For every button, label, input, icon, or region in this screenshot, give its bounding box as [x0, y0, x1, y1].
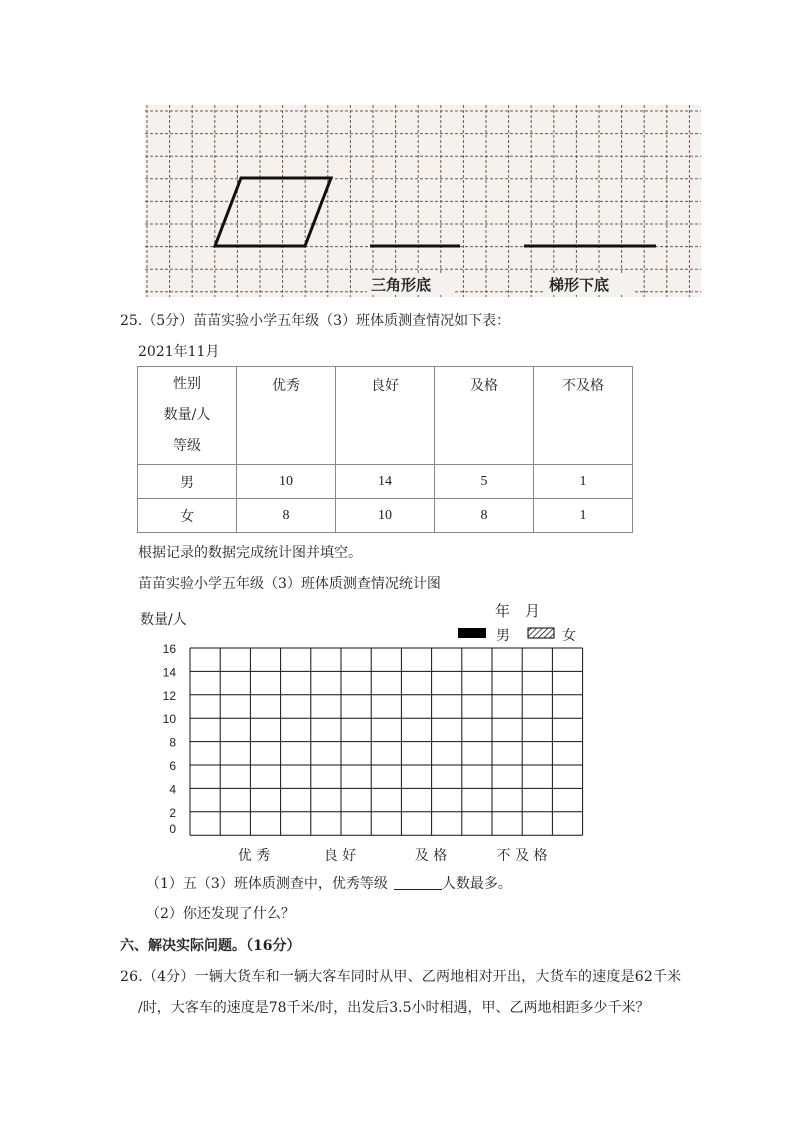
cell-value: 8: [237, 499, 336, 533]
header-line: 等级: [173, 438, 201, 454]
table-date: 2021年11月: [138, 344, 220, 360]
column-header: 优秀: [237, 367, 336, 465]
grid-figure: [145, 105, 701, 297]
bar-chart: [140, 600, 600, 868]
x-category-label: 不 及 格: [496, 848, 548, 864]
row-label: 女: [138, 499, 237, 533]
section6-heading: 六、解决实际问题。（16分）: [120, 938, 301, 954]
table-header-row: [138, 367, 633, 465]
x-category-label: 优 秀: [237, 848, 271, 864]
chart-date-label: 年 月: [495, 602, 541, 620]
header-line: 性别: [173, 376, 201, 392]
trapezoid-base-label: 梯形下底: [549, 276, 610, 294]
legend-label-male: 男: [496, 628, 510, 644]
cell-value: 1: [534, 465, 633, 499]
table-row: [138, 465, 633, 499]
cell-value: 14: [336, 465, 435, 499]
table-row: [138, 499, 633, 533]
y-tick-label: 10: [162, 712, 176, 727]
triangle-base-label: 三角形底: [371, 276, 432, 294]
legend-swatch-male: [458, 628, 486, 638]
y-tick-label: 0: [169, 822, 176, 837]
cell-value: 1: [534, 499, 633, 533]
chart-grid: [190, 648, 583, 835]
q26-line1: 26.（4分）一辆大货车和一辆大客车同时从甲、乙两地相对开出，大货车的速度是62千米: [120, 969, 682, 985]
x-category-label: 良 好: [323, 848, 357, 864]
answer-blank[interactable]: [394, 875, 442, 890]
legend-swatch-female: [528, 628, 554, 638]
q26-line2: /时，大客车的速度是78千米/时，出发后3.5小时相遇，甲、乙两地相距多少千米？: [138, 1000, 650, 1016]
column-header: 良好: [336, 367, 435, 465]
header-line: 数量/人: [163, 407, 211, 423]
cell-value: 5: [435, 465, 534, 499]
legend-label-female: 女: [562, 628, 576, 644]
column-header: 不及格: [534, 367, 633, 465]
cell-value: 10: [336, 499, 435, 533]
y-tick-label: 8: [169, 735, 176, 750]
q25-sub1: [146, 874, 512, 894]
column-header: 及格: [435, 367, 534, 465]
sub1-text: （1）五（3）班体质测查中，优秀等级: [146, 876, 388, 892]
y-tick-label: 6: [169, 759, 176, 773]
y-tick-label: 2: [169, 805, 176, 820]
y-tick-label: 16: [162, 642, 176, 656]
data-table: [137, 366, 633, 533]
x-category-label: 及 格: [414, 848, 448, 864]
q25-sub2: （2）你还发现了什么？: [146, 906, 295, 922]
chart-y-axis-label: 数量/人: [140, 612, 187, 628]
q25-heading: 25.（5分）苗苗实验小学五年级（3）班体质测查情况如下表：: [120, 313, 511, 329]
cell-value: 8: [435, 499, 534, 533]
header-corner-cell: [138, 367, 237, 465]
cell-value: 10: [237, 465, 336, 499]
chart-y-ticks: [163, 642, 177, 836]
y-tick-label: 14: [162, 665, 176, 680]
row-label: 男: [138, 465, 237, 499]
y-tick-label: 4: [169, 782, 176, 797]
chart-title: 苗苗实验小学五年级（3）班体质测查情况统计图: [138, 576, 441, 592]
chart-x-labels: [238, 847, 548, 864]
y-tick-label: 12: [162, 688, 176, 703]
sub1-text-after: 人数最多。: [441, 876, 512, 892]
chart-instruction: 根据记录的数据完成统计图并填空。: [138, 545, 362, 561]
